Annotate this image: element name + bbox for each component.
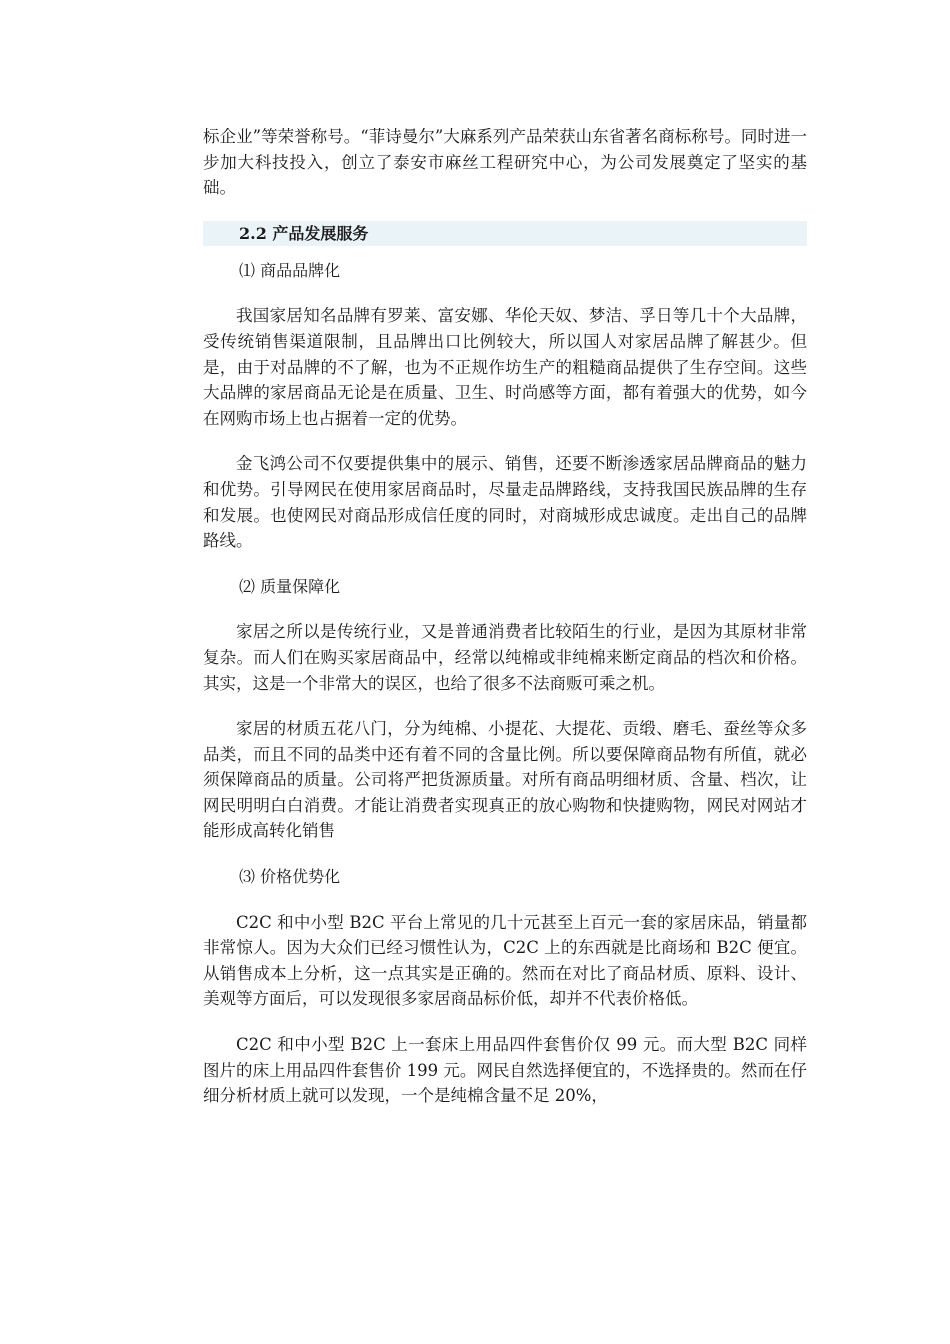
subheading-quality: ⑵ 质量保障化 [239, 576, 341, 596]
quality-paragraph-1: 家居之所以是传统行业，又是普通消费者比较陌生的行业，是因为其原材非常复杂。而人们在购买家居商品中，经常以纯棉或非纯棉来断定商品的档次和价格。其实，这是一个非常大的误区，也给了很多不法商贩可乘之机。 [203, 622, 807, 693]
subheading-price: ⑶ 价格优势化 [239, 867, 341, 887]
subheading-brand: ⑴ 商品品牌化 [239, 260, 341, 280]
intro-continued-paragraph: 标企业”等荣誉称号。“菲诗曼尔”大麻系列产品荣获山东省著名商标称号。同时进一步加大科技投入，创立了泰安市麻丝工程研究中心，为公司发展奠定了坚实的基础。 [203, 127, 807, 198]
page-content [203, 124, 807, 1109]
section-heading: 2.2 产品发展服务 [203, 221, 807, 246]
price-paragraph-2: C2C 和中小型 B2C 上一套床上用品四件套售价仅 99 元。而大型 B2C 同样图片的床上用品四件套售价 199 元。网民自然选择便宜的，不选择贵的。然而在仔细分析材质上就可以发现，一个是纯棉含量不足 20%， [203, 1035, 807, 1106]
price-paragraph-1: C2C 和中小型 B2C 平台上常见的几十元甚至上百元一套的家居床品，销量都非常惊人。因为大众们已经习惯性认为，C2C 上的东西就是比商场和 B2C 便宜。从销售成本上分析，这一点其实是正确的。然而在对比了商品材质、原料、设计、美观等方面后，可以发现很多家居商品标价低，却并不代表价格低。 [203, 912, 807, 1009]
brand-paragraph-2: 金飞鸿公司不仅要提供集中的展示、销售，还要不断渗透家居品牌商品的魅力和优势。引导网民在使用家居商品时，尽量走品牌路线，支持我国民族品牌的生存和发展。也使网民对商品形成信任度的同时，对商城形成忠诚度。走出自己的品牌路线。 [203, 454, 807, 551]
brand-paragraph-1: 我国家居知名品牌有罗莱、富安娜、华伦天奴、梦洁、孚日等几十个大品牌，受传统销售渠道限制，且品牌出口比例较大，所以国人对家居品牌了解甚少。但是，由于对品牌的不了解，也为不正规作坊生产的粗糙商品提供了生存空间。这些大品牌的家居商品无论是在质量、卫生、时尚感等方面，都有着强大的优势，如今在网购市场上也占据着一定的优势。 [203, 306, 807, 428]
quality-paragraph-2: 家居的材质五花八门，分为纯棉、小提花、大提花、贡缎、磨毛、蚕丝等众多品类，而且不同的品类中还有着不同的含量比例。所以要保障商品物有所值，就必须保障商品的质量。公司将严把货源质量。对所有商品明细材质、含量、档次，让网民明明白白消费。才能让消费者实现真正的放心购物和快捷购物，网民对网站才能形成高转化销售 [203, 719, 807, 841]
